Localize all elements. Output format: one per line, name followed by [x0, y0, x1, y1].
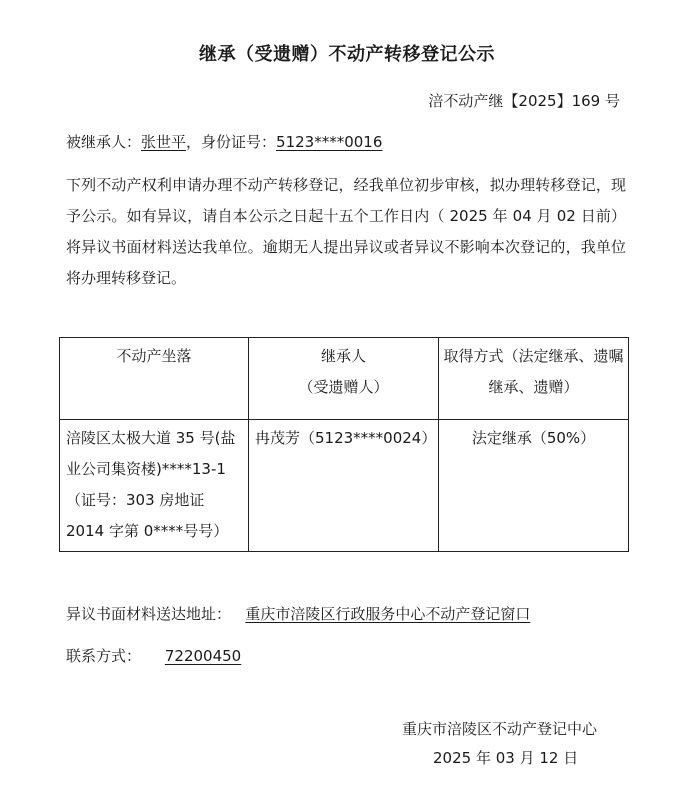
address-label: 异议书面材料送达地址：: [66, 605, 232, 623]
header-heir: [249, 338, 439, 420]
property-location: 涪陵区太极大道 35 号(盐业公司集资楼)****13-1: [66, 429, 236, 478]
header-location: 不动产坐落: [60, 338, 249, 420]
notice-title: 继承（受遗赠）不动产转移登记公示: [199, 44, 495, 65]
property-certificate: （证号：303 房地证 2014 字第 0****号号）: [66, 491, 229, 540]
table-row: [60, 420, 629, 552]
cell-heir: 冉茂芳（5123****0024）: [249, 420, 439, 552]
address-value: 重庆市涪陵区行政服务中心不动产登记窗口: [245, 605, 531, 623]
deceased-name: 张世平: [141, 133, 187, 151]
deceased-id-number: 5123****0016: [276, 133, 383, 151]
objection-address: [66, 603, 530, 624]
cell-location: [60, 420, 249, 552]
deceased-info: [66, 131, 382, 152]
id-label: ，身份证号：: [186, 133, 277, 151]
contact-phone: 72200450: [164, 647, 242, 665]
issuing-organization: 重庆市涪陵区不动产登记中心: [402, 720, 598, 738]
table-header-row: [60, 338, 629, 420]
header-method: 取得方式（法定继承、遗嘱继承、遗赠）: [439, 338, 629, 420]
contact-info: [66, 645, 241, 666]
cell-method: 法定继承（50%）: [439, 420, 629, 552]
header-heir-line2: （受遗赠人）: [298, 378, 389, 396]
contact-label: 联系方式：: [66, 647, 142, 665]
issue-date: 2025 年 03 月 12 日: [433, 749, 579, 767]
notice-body: 下列不动产权利申请办理不动产转移登记，经我单位初步审核，拟办理转移登记，现予公示。如有异议，请自本公示之日起十五个工作日内（ 2025 年 04 月 02 日前）将异议书面材料送达我单位。逾期无人提出异议或者异议不影响本次登记的，我单位将办理转移登记。: [66, 176, 626, 287]
property-table: [59, 337, 629, 552]
header-heir-line1: 继承人: [320, 347, 366, 365]
deceased-label: 被继承人：: [66, 133, 142, 151]
document-number: 涪不动产继【2025】169 号: [428, 92, 620, 110]
